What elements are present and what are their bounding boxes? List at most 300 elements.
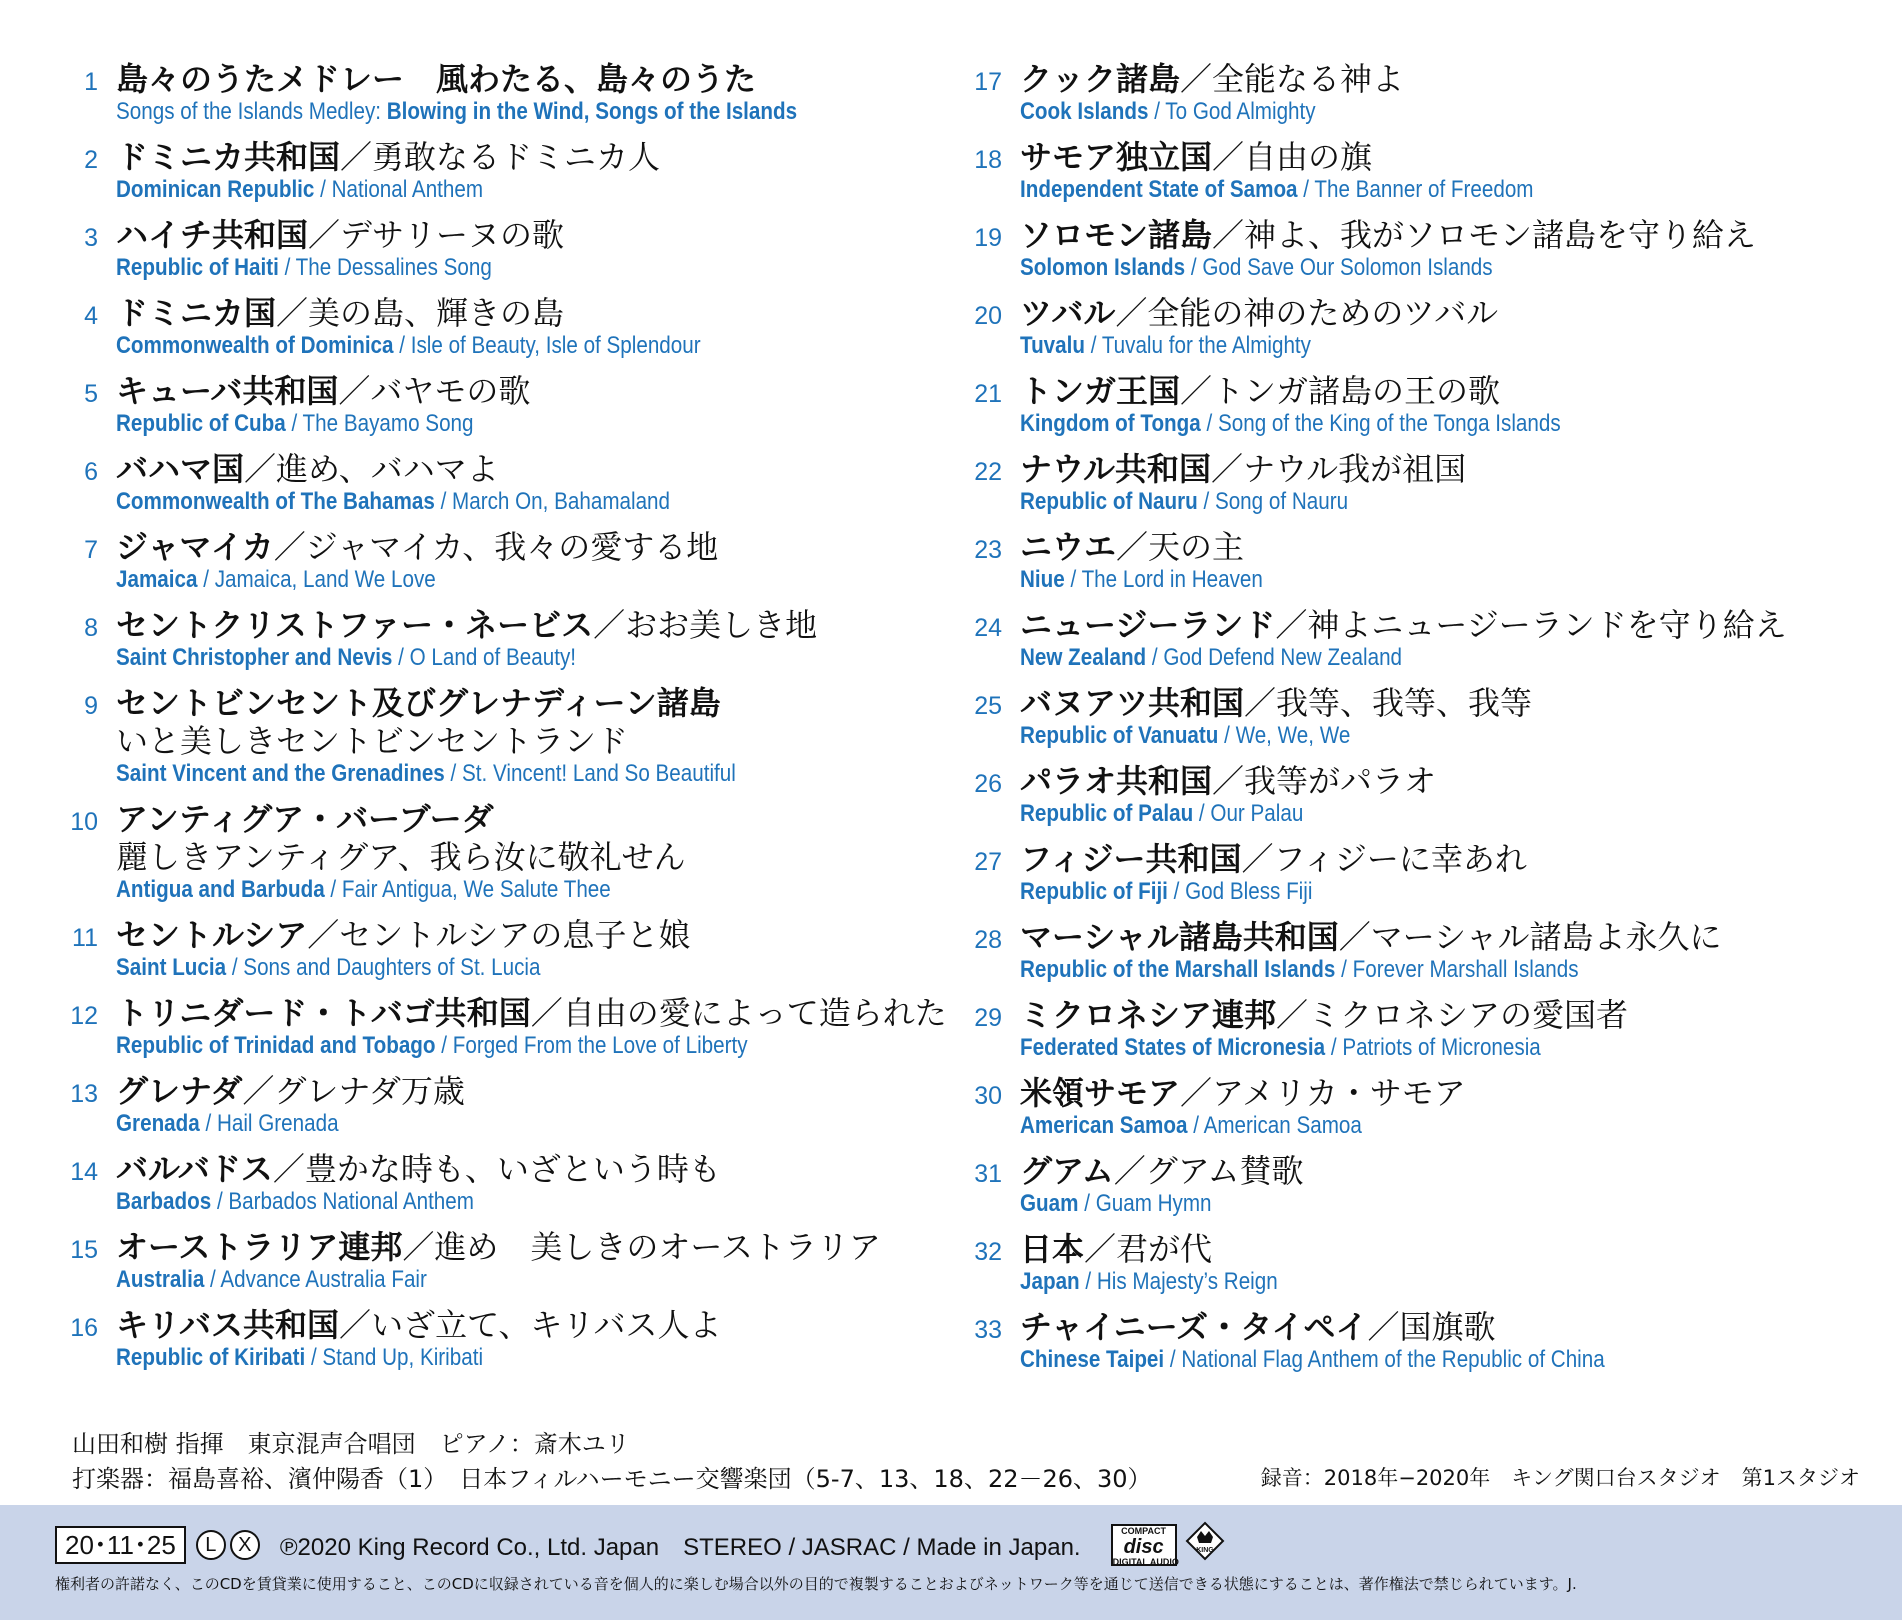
track-country-en: Republic of Nauru (1020, 488, 1198, 515)
track-song-jp: 全能の神のためのツバル (1147, 294, 1499, 332)
track-english-title (1020, 176, 1744, 204)
track-english-title (1020, 800, 1744, 828)
track-country-en: Cook Islands (1020, 98, 1149, 125)
track-english-title (116, 488, 806, 516)
track-song-en: / His Majesty’s Reign (1079, 1268, 1278, 1295)
track-song-jp: 我等がパラオ (1244, 762, 1437, 800)
track-english-title (116, 876, 806, 904)
track-country-jp: ハイチ共和国 (116, 216, 309, 254)
track-number: 23 (974, 536, 1002, 564)
track-english-title (116, 410, 806, 438)
track-separator: ／ (1115, 294, 1148, 332)
track-number: 29 (974, 1004, 1002, 1032)
track-japanese-title (116, 1306, 918, 1344)
track-number: 20 (974, 302, 1002, 330)
track-item (58, 450, 918, 516)
track-item (58, 1150, 918, 1216)
track-english-title (116, 332, 806, 360)
track-japanese-title (1020, 918, 1862, 956)
track-item (58, 1306, 918, 1372)
track-japanese-title (116, 216, 918, 254)
track-country-en: Tuvalu (1020, 332, 1085, 359)
track-english-title (116, 176, 806, 204)
track-english-title (1020, 1190, 1744, 1218)
track-english-title (116, 954, 806, 982)
track-country-jp: トリニダード・トバゴ共和国 (116, 994, 531, 1032)
track-song-jp: 全能なる神よ (1212, 60, 1405, 98)
track-song-jp: 豊かな時も、いざという時も (304, 1150, 721, 1188)
track-song-jp: デサリーヌの歌 (340, 216, 565, 254)
track-song-en: / March On, Bahamaland (434, 488, 671, 515)
track-number: 32 (974, 1238, 1002, 1266)
track-japanese-title (116, 450, 918, 488)
track-separator: ／ (1276, 996, 1309, 1034)
track-item (58, 372, 918, 438)
track-english-title (1020, 488, 1744, 516)
x-circle-icon: X (230, 1530, 260, 1560)
track-country-en: Guam (1020, 1190, 1079, 1217)
track-number: 21 (974, 380, 1002, 408)
track-number: 19 (974, 224, 1002, 252)
track-item (962, 1308, 1862, 1374)
disc-logo-top: COMPACT (1121, 1525, 1167, 1536)
track-japanese-title (116, 994, 947, 1032)
track-country-jp: アンティグア・バーブーダ (116, 800, 494, 838)
track-english-title (116, 254, 806, 282)
track-song-en: / The Banner of Freedom (1297, 176, 1534, 203)
track-country-jp: チャイニーズ・タイペイ (1020, 1308, 1368, 1346)
track-song-jp: グレナダ万歳 (274, 1072, 465, 1110)
track-item (58, 916, 918, 982)
track-japanese-title (1020, 996, 1862, 1034)
tracklist-left-column (58, 60, 947, 1384)
track-country-jp: パラオ共和国 (1020, 762, 1213, 800)
track-number: 27 (974, 848, 1002, 876)
track-song-en: / Hail Grenada (199, 1110, 339, 1137)
track-separator: ／ (593, 606, 626, 644)
disc-logo-mid: disc (1123, 1535, 1164, 1558)
track-japanese-title (1020, 1152, 1862, 1190)
track-country-en: Antigua and Barbuda (116, 876, 325, 903)
track-number: 6 (84, 458, 98, 486)
track-country-en: Republic of Fiji (1020, 878, 1168, 905)
track-country-en: Kingdom of Tonga (1020, 410, 1201, 437)
track-song-jp: いざ立て、キリバス人よ (371, 1306, 722, 1344)
track-country-jp: ソロモン諸島 (1020, 216, 1213, 254)
track-number: 31 (974, 1160, 1002, 1188)
track-country-en: Republic of Cuba (116, 410, 286, 437)
track-song-en: / National Flag Anthem of the Republic of China (1164, 1346, 1605, 1373)
track-item (58, 294, 918, 360)
track-item (962, 138, 1862, 204)
track-japanese-title (1020, 840, 1862, 878)
track-country-jp: バヌアツ共和国 (1020, 684, 1245, 722)
track-song-jp: 自由の旗 (1244, 138, 1373, 176)
track-song-jp: セントルシアの息子と娘 (339, 916, 691, 954)
track-country-jp: ジャマイカ (116, 528, 274, 566)
track-japanese-title (116, 916, 918, 954)
track-song-en: / Fair Antigua, We Salute Thee (324, 876, 611, 903)
track-country-en: Republic of Haiti (116, 254, 279, 281)
track-country-jp: ナウル共和国 (1020, 450, 1212, 488)
track-number: 28 (974, 926, 1002, 954)
track-country-jp: セントビンセント及びグレナディーン諸島 (116, 684, 721, 722)
track-japanese-title (116, 1228, 918, 1266)
catalog-date-box: 20･11･25 (55, 1526, 186, 1564)
track-en-prefix: Songs of the Islands Medley: (116, 98, 387, 125)
track-song-en: / Forever Marshall Islands (1335, 956, 1579, 983)
track-number: 14 (70, 1158, 98, 1186)
track-english-title (1020, 410, 1744, 438)
track-japanese-title (1020, 1074, 1862, 1112)
track-japanese-title (1020, 1308, 1862, 1346)
track-separator: ／ (1244, 684, 1277, 722)
track-item (962, 1230, 1862, 1296)
track-country-jp: マーシャル諸島共和国 (1020, 918, 1339, 956)
track-english-title (116, 1344, 806, 1372)
track-song-en: / The Lord in Heaven (1064, 566, 1263, 593)
track-song-en: / Barbados National Anthem (211, 1188, 474, 1215)
track-country-jp: セントクリストファー・ネービス (116, 606, 594, 644)
track-japanese-title (116, 60, 918, 98)
track-number: 7 (84, 536, 98, 564)
track-number: 17 (974, 68, 1002, 96)
track-song-jp: トンガ諸島の王の歌 (1212, 372, 1501, 410)
track-item (962, 450, 1862, 516)
svg-text:KING: KING (1195, 1547, 1214, 1554)
track-item (58, 684, 918, 788)
track-japanese-title (1020, 372, 1862, 410)
track-number: 12 (70, 1002, 98, 1030)
track-number: 8 (84, 614, 98, 642)
track-japanese-title (1020, 684, 1862, 722)
track-country-jp: ミクロネシア連邦 (1020, 996, 1277, 1034)
track-separator: ／ (1212, 216, 1245, 254)
track-song-en: / We, We, We (1218, 722, 1351, 749)
track-country-jp: フィジー共和国 (1020, 840, 1242, 878)
track-song-jp: 進め、バハマよ (276, 450, 499, 488)
credits (72, 1427, 1152, 1497)
track-country-en: Saint Christopher and Nevis (116, 644, 393, 671)
track-country-jp: グレナダ (116, 1072, 243, 1110)
track-item (962, 1074, 1862, 1140)
track-number: 25 (974, 692, 1002, 720)
track-separator: ／ (1084, 1230, 1117, 1268)
track-item (962, 372, 1862, 438)
track-english-title (116, 1188, 806, 1216)
track-item (962, 60, 1862, 126)
track-song-jp: ミクロネシアの愛国者 (1308, 996, 1629, 1034)
track-separator: ／ (307, 916, 340, 954)
track-japanese-title (116, 294, 918, 332)
track-country-jp: バハマ国 (116, 450, 245, 488)
track-song-jp: 神よニュージーランドを守り給え (1307, 606, 1787, 644)
track-country-en: Solomon Islands (1020, 254, 1186, 281)
track-country-jp: サモア独立国 (1020, 138, 1213, 176)
track-separator: ／ (1211, 450, 1244, 488)
track-separator: ／ (1367, 1308, 1400, 1346)
track-song-jp: 君が代 (1116, 1230, 1213, 1268)
track-song-en: / American Samoa (1187, 1112, 1362, 1139)
track-japanese-title (1020, 528, 1862, 566)
track-song-en: / God Defend New Zealand (1146, 644, 1403, 671)
track-country-jp: トンガ王国 (1020, 372, 1181, 410)
track-song-en: / The Dessalines Song (278, 254, 492, 281)
track-item (962, 1152, 1862, 1218)
track-song-jp: ジャマイカ、我々の愛する地 (305, 528, 719, 566)
track-japanese-title (116, 372, 918, 410)
track-separator: ／ (1212, 138, 1245, 176)
l-circle-icon: L (196, 1530, 226, 1560)
track-song-jp: 進め 美しきのオーストラリア (434, 1228, 881, 1266)
track-country-jp: オーストラリア連邦 (116, 1228, 403, 1266)
track-song-en: / St. Vincent! Land So Beautiful (444, 760, 736, 787)
track-song-en: / National Anthem (314, 176, 484, 203)
track-song-en: / O Land of Beauty! (392, 644, 576, 671)
track-english-title (1020, 1112, 1744, 1140)
track-japanese-title (116, 684, 918, 722)
track-country-jp: ニュージーランド (1020, 606, 1276, 644)
track-item (58, 994, 947, 1060)
track-japanese-title (116, 138, 918, 176)
track-english-title (1020, 332, 1744, 360)
track-country-jp: ツバル (1020, 294, 1116, 332)
track-country-en: Republic of Kiribati (116, 1344, 306, 1371)
track-separator: ／ (338, 372, 371, 410)
track-country-en: Grenada (116, 1110, 200, 1137)
track-separator: ／ (1275, 606, 1308, 644)
track-country-en: Chinese Taipei (1020, 1346, 1165, 1373)
track-number: 2 (84, 146, 98, 174)
track-japanese-title (1020, 1230, 1862, 1268)
track-country-en: Jamaica (116, 566, 198, 593)
track-english-title (1020, 98, 1744, 126)
track-english-title (1020, 956, 1744, 984)
track-japanese-title (1020, 216, 1862, 254)
track-item (58, 800, 918, 904)
track-item (962, 606, 1862, 672)
track-number: 3 (84, 224, 98, 252)
track-song-en: / Isle of Beauty, Isle of Splendour (393, 332, 701, 359)
track-country-en: Dominican Republic (116, 176, 315, 203)
track-japanese-title (116, 606, 918, 644)
track-number: 13 (70, 1080, 98, 1108)
track-country-en: Blowing in the Wind, Songs of the Islands (386, 98, 798, 125)
track-song-jp: フィジーに幸あれ (1273, 840, 1527, 878)
track-separator: ／ (1113, 1152, 1146, 1190)
track-song-en: / Guam Hymn (1078, 1190, 1212, 1217)
track-english-title (1020, 878, 1744, 906)
track-english-title (116, 760, 806, 788)
track-country-en: Saint Vincent and the Grenadines (116, 760, 445, 787)
track-separator: ／ (340, 138, 373, 176)
track-song-jp: マーシャル諸島よ永久に (1370, 918, 1722, 956)
track-number: 10 (70, 808, 98, 836)
track-country-jp: 島々のうたメドレー 風わたる、島々のうた (116, 60, 757, 98)
track-song-jp: 我等、我等、我等 (1276, 684, 1533, 722)
track-country-en: Barbados (116, 1188, 212, 1215)
track-english-title (116, 644, 806, 672)
track-country-jp: ニウエ (1020, 528, 1117, 566)
track-japanese-title (1020, 60, 1862, 98)
track-separator: ／ (530, 994, 563, 1032)
track-item (58, 528, 918, 594)
disc-logo-bottom: DIGITAL AUDIO (1112, 1556, 1179, 1567)
track-song-jp: おお美しき地 (625, 606, 818, 644)
track-number: 11 (72, 924, 98, 952)
track-separator: ／ (308, 216, 341, 254)
track-country-en: Republic of Trinidad and Tobago (116, 1032, 436, 1059)
track-english-title (1020, 722, 1744, 750)
track-song-jp: 天の主 (1148, 528, 1245, 566)
track-country-en: Independent State of Samoa (1020, 176, 1298, 203)
track-japanese-title (116, 528, 918, 566)
track-english-title (1020, 254, 1744, 282)
track-country-en: Japan (1020, 1268, 1080, 1295)
track-song-jp: 自由の愛によって造られた (562, 994, 947, 1032)
track-song-en: / Stand Up, Kiribati (305, 1344, 484, 1371)
compact-disc-logo-icon (1111, 1524, 1177, 1566)
track-country-en: Australia (116, 1266, 205, 1293)
track-number: 15 (70, 1236, 98, 1264)
track-separator: ／ (273, 528, 306, 566)
track-item (962, 684, 1862, 750)
track-item (962, 528, 1862, 594)
track-separator: ／ (1241, 840, 1274, 878)
track-song-en: / Tuvalu for the Almighty (1084, 332, 1311, 359)
track-country-en: Federated States of Micronesia (1020, 1034, 1326, 1061)
track-song-jp: ナウル我が祖国 (1243, 450, 1467, 488)
track-song-jp: 勇敢なるドミニカ人 (372, 138, 661, 176)
copyright-text: ℗2020 King Record Co., Ltd. Japan STEREO / JASRAC / Made in Japan. (279, 1534, 1081, 1561)
track-english-title (1020, 1034, 1744, 1062)
track-country-jp: 日本 (1020, 1230, 1085, 1268)
track-song-en: / God Bless Fiji (1167, 878, 1313, 905)
track-japanese-title (116, 800, 918, 838)
track-song-en: / Song of Nauru (1197, 488, 1349, 515)
track-song-en: / To God Almighty (1148, 98, 1316, 125)
track-item (962, 996, 1862, 1062)
track-english-title (1020, 1268, 1744, 1296)
track-country-en: Republic of Palau (1020, 800, 1194, 827)
track-item (58, 60, 918, 126)
track-country-jp: グアム (1020, 1152, 1114, 1190)
track-item (962, 840, 1862, 906)
track-separator: ／ (272, 1150, 305, 1188)
track-english-title (1020, 1346, 1744, 1374)
track-separator: ／ (1338, 918, 1371, 956)
track-country-en: New Zealand (1020, 644, 1147, 671)
track-song-en: / Patriots of Micronesia (1325, 1034, 1541, 1061)
track-number: 24 (974, 614, 1002, 642)
track-song-en: / Advance Australia Fair (204, 1266, 427, 1293)
track-song-jp: バヤモの歌 (370, 372, 531, 410)
track-separator: ／ (402, 1228, 435, 1266)
track-song-jp-line2: 麗しきアンティグア、我ら汝に敬礼せん (116, 838, 686, 876)
track-number: 30 (974, 1082, 1002, 1110)
track-song-jp-line2: いと美しきセントビンセントランド (116, 722, 629, 760)
track-song-en: / Sons and Daughters of St. Lucia (226, 954, 541, 981)
track-separator: ／ (1180, 372, 1213, 410)
track-english-title (116, 1032, 806, 1060)
track-country-jp: セントルシア (116, 916, 308, 954)
track-country-en: Niue (1020, 566, 1065, 593)
track-country-jp: ドミニカ共和国 (116, 138, 341, 176)
track-item (58, 606, 918, 672)
track-japanese-title (1020, 294, 1862, 332)
track-country-en: Republic of Vanuatu (1020, 722, 1219, 749)
track-japanese-title (116, 1072, 918, 1110)
recording-info: 録音：2018年−2020年 キング関口台スタジオ 第1スタジオ (1260, 1466, 1860, 1490)
track-country-jp: キューバ共和国 (116, 372, 339, 410)
track-separator: ／ (1212, 762, 1245, 800)
track-country-jp: ドミニカ国 (116, 294, 277, 332)
track-separator: ／ (276, 294, 309, 332)
track-song-jp: 国旗歌 (1399, 1308, 1496, 1346)
track-japanese-title (1020, 762, 1862, 800)
track-item (58, 216, 918, 282)
track-item (58, 1228, 918, 1294)
track-song-en: / Our Palau (1193, 800, 1304, 827)
king-record-logo-icon (1185, 1521, 1225, 1568)
track-number: 4 (84, 302, 98, 330)
track-song-jp: アメリカ・サモア (1212, 1074, 1466, 1112)
track-number: 1 (84, 68, 98, 96)
track-item (962, 762, 1862, 828)
track-number: 22 (974, 458, 1002, 486)
track-number: 5 (84, 380, 98, 408)
legal-notice: 権利者の許諾なく、このCDを賃貸業に使用すること、このCDに収録されている音を個人的に楽しむ場合以外の目的で複製することおよびネットワーク等を通じて送信できる状態にすることは、著作権法で禁じられています。J. (55, 1575, 1577, 1593)
track-japanese-title (1020, 450, 1862, 488)
track-separator: ／ (339, 1306, 372, 1344)
track-country-jp: キリバス共和国 (116, 1306, 340, 1344)
track-number: 9 (84, 692, 98, 720)
track-country-jp: クック諸島 (1020, 60, 1181, 98)
track-country-jp: バルバドス (116, 1150, 273, 1188)
track-japanese-title (1020, 138, 1862, 176)
track-english-title (116, 1266, 806, 1294)
track-number: 26 (974, 770, 1002, 798)
track-separator: ／ (1116, 528, 1149, 566)
track-english-title (116, 566, 806, 594)
track-english-title (1020, 566, 1744, 594)
track-song-en: / Song of the King of the Tonga Islands (1200, 410, 1561, 437)
track-item (58, 138, 918, 204)
track-song-en: / God Save Our Solomon Islands (1185, 254, 1493, 281)
track-japanese-title (116, 1150, 918, 1188)
track-english-title (1020, 644, 1744, 672)
track-item (58, 1072, 918, 1138)
track-item (962, 918, 1862, 984)
track-japanese-title (1020, 606, 1862, 644)
track-song-jp: 神よ、我がソロモン諸島を守り給え (1244, 216, 1757, 254)
track-english-title (116, 98, 806, 126)
track-country-en: American Samoa (1020, 1112, 1188, 1139)
track-item (962, 294, 1862, 360)
track-country-en: Commonwealth of Dominica (116, 332, 394, 359)
track-song-en: / Forged From the Love of Liberty (435, 1032, 748, 1059)
track-country-en: Saint Lucia (116, 954, 227, 981)
track-item (962, 216, 1862, 282)
track-country-en: Republic of the Marshall Islands (1020, 956, 1336, 983)
track-separator: ／ (242, 1072, 275, 1110)
track-separator: ／ (244, 450, 277, 488)
track-song-jp: 美の島、輝きの島 (308, 294, 565, 332)
track-song-en: / Jamaica, Land We Love (197, 566, 436, 593)
track-country-jp: 米領サモア (1020, 1074, 1181, 1112)
track-separator: ／ (1180, 1074, 1213, 1112)
footer-row (55, 1521, 1225, 1568)
